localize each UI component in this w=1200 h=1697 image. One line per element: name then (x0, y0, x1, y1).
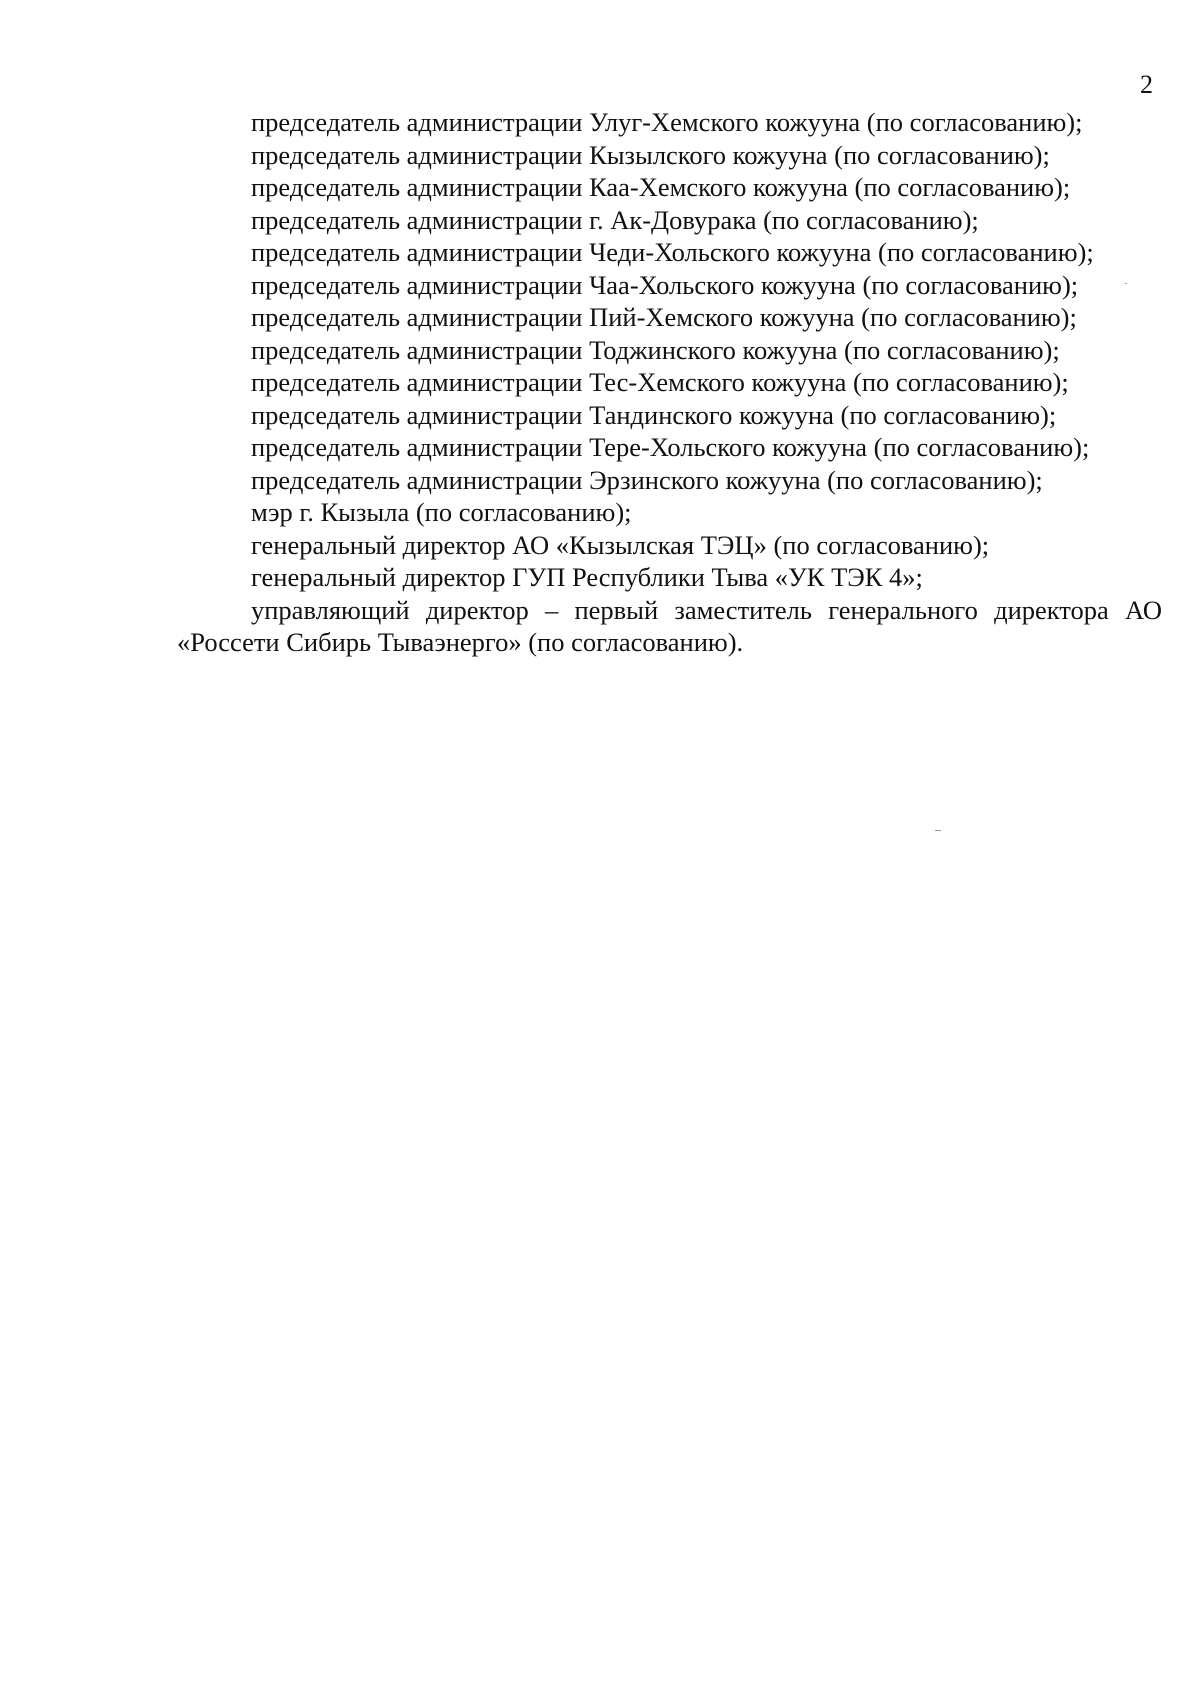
list-item: председатель администрации Чаа-Хольского кожууна (по согласованию); (251, 269, 1079, 300)
scan-speck (1125, 283, 1127, 284)
list-item: генеральный директор АО «Кызылская ТЭЦ» (по согласованию); (251, 529, 990, 560)
list-item: председатель администрации Каа-Хемского кожууна (по согласованию); (251, 172, 1071, 202)
list-item: председатель администрации Тандинского кожууна (по согласованию); (251, 399, 1057, 430)
scan-speck (935, 830, 941, 831)
list-item: председатель администрации Чеди-Хольского кожууна (по согласованию); (251, 237, 1094, 267)
list-item: председатель администрации Кызылского кожууна (по согласованию); (251, 139, 1050, 170)
list-item: председатель администрации Тес-Хемского кожууна (по согласованию); (251, 367, 1069, 397)
list-item: председатель администрации Пий-Хемского кожууна (по согласованию); (251, 302, 1077, 332)
list-item: мэр г. Кызыла (по согласованию); (251, 497, 632, 527)
list-item: управляющий директор – первый заместитель генерального директора АО «Россети Сибирь Тываэнерго» (по согласованию). (177, 594, 1162, 657)
list-item: председатель администрации Улуг-Хемского кожууна (по согласованию); (251, 107, 1083, 137)
member-list (177, 106, 1162, 659)
list-item: председатель администрации Тоджинского кожууна (по согласованию); (251, 334, 1060, 365)
list-item: председатель администрации г. Ак-Довурака (по согласованию); (251, 204, 979, 235)
list-item: председатель администрации Тере-Хольского кожууна (по согласованию); (251, 432, 1090, 462)
list-item: председатель администрации Эрзинского кожууна (по согласованию); (251, 464, 1043, 495)
page-number: 2 (1140, 70, 1153, 99)
list-item: генеральный директор ГУП Республики Тыва «УК ТЭК 4»; (251, 562, 923, 592)
